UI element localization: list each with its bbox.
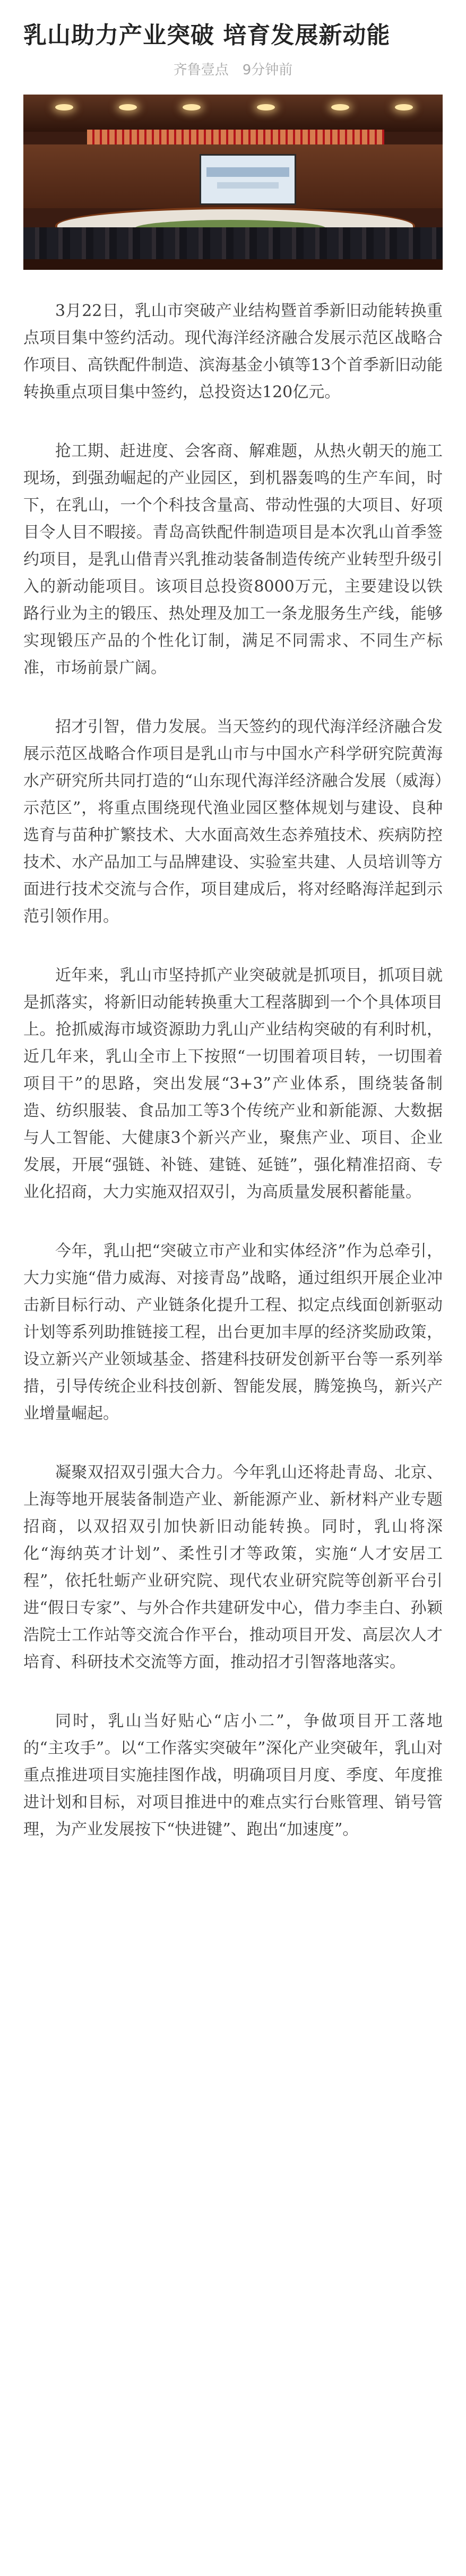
article-paragraph: 抢工期、赶进度、会客商、解难题，从热火朝天的施工现场，到强劲崛起的产业园区，到机器轰鸣的生产车间，时下，在乳山，一个个科技含量高、带动性强的大项目、好项目令人目不暇接。青岛高铁配件制造项目是本次乳山首季签约项目，是乳山借青兴乳推动装备制造传统产业转型升级引入的新动能项目。该项目总投资8000万元，主要建设以铁路行业为主的锻压、热处理及加工一条龙服务生产线，能够实现锻压产品的个性化订制，满足不同需求、不同生产标准，市场前景广阔。: [23, 442, 443, 677]
photo-banner: [87, 130, 384, 144]
article-time: 9分钟前: [242, 62, 293, 78]
ceiling-light: [331, 104, 349, 110]
article-body: [23, 297, 443, 1843]
photo-floor: [23, 259, 443, 270]
ceiling-light: [257, 104, 275, 110]
screen-content: [206, 167, 289, 177]
screen-content: [217, 182, 279, 189]
article-paragraph: 今年，乳山把“突破立市产业和实体经济”作为总牵引，大力实施“借力威海、对接青岛”战略，通过组织开展企业冲击新目标行动、产业链条化提升工程、拟定点线面创新驱动计划等系列助推链接工程，出台更加丰厚的经济奖励政策，设立新兴产业领域基金、搭建科技研发创新平台等一系列举措，引导传统企业科技创新、智能发展，腾笼换鸟，新兴产业增量崛起。: [23, 1242, 443, 1423]
ceiling-light: [395, 104, 413, 110]
article-paragraph: 近年来，乳山市坚持抓产业突破就是抓项目，抓项目就是抓落实，将新旧动能转换重大工程落脚到一个个具体项目上。抢抓威海市域资源助力乳山产业结构突破的有利时机，近几年来，乳山全市上下按照“一切围着项目转，一切围着项目干”的思路，突出发展“3+3”产业体系，围绕装备制造、纺织服装、食品加工等3个传统产业和新能源、大数据与人工智能、大健康3个新兴产业，聚焦产业、项目、企业发展，开展“强链、补链、建链、延链”，强化精准招商、专业化招商，大力实施双招双引，为高质量发展积蓄能量。: [23, 966, 443, 1201]
projection-screen: [200, 154, 296, 205]
photo-ceiling: [23, 95, 443, 132]
article-title: 乳山助力产业突破 培育发展新动能: [23, 22, 391, 49]
article-paragraph: 招才引智，借力发展。当天签约的现代海洋经济融合发展示范区战略合作项目是乳山市与中国水产科学研究院黄海水产研究所共同打造的“山东现代海洋经济融合发展（威海）示范区”，将重点围绕现代渔业园区整体规划与建设、良种选育与苗种扩繁技术、大水面高效生态养殖技术、疾病防控技术、水产品加工与品牌建设、实验室共建、人员培训等方面进行技术交流与合作，项目建成后，将对经略海洋起到示范引领作用。: [23, 718, 443, 926]
signing-ceremony-photo[interactable]: [23, 95, 443, 270]
ceiling-light: [55, 104, 73, 110]
banner-lettering: [87, 130, 384, 144]
ceiling-light: [183, 104, 201, 110]
ceiling-light: [119, 104, 137, 110]
article-paragraph: 3月22日，乳山市突破产业结构暨首季新旧动能转换重点项目集中签约活动。现代海洋经济融合发展示范区战略合作项目、高铁配件制造、滨海基金小镇等13个首季新旧动能转换重点项目集中签约，总投资达120亿元。: [23, 302, 443, 402]
article-paragraph: 凝聚双招双引强大合力。今年乳山还将赴青岛、北京、上海等地开展装备制造产业、新能源产业、新材料产业专题招商，以双招双引加快新旧动能转换。同时，乳山将深化“海纳英才计划”、柔性引才等政策，实施“人才安居工程”，依托牡蛎产业研究院、现代农业研究院等创新平台引进“假日专家”、与外合作共建研发中心，借力李圭白、孙颖浩院士工作站等交流合作平台，推动项目开发、高层次人才培育、科研技术交流等方面，推动招才引智落地落实。: [23, 1463, 443, 1671]
article-source[interactable]: 齐鲁壹点: [173, 62, 229, 78]
article-meta: [23, 61, 443, 80]
article-paragraph: 同时，乳山当好贴心“店小二”，争做项目开工落地的“主攻手”。以“工作落实突破年”深化产业突破年，乳山对重点推进项目实施挂图作战，明确项目月度、季度、年度推进计划和目标，对项目推进中的难点实行台账管理、销号管理，为产业发展按下“快进键”、跑出“加速度”。: [23, 1712, 443, 1839]
